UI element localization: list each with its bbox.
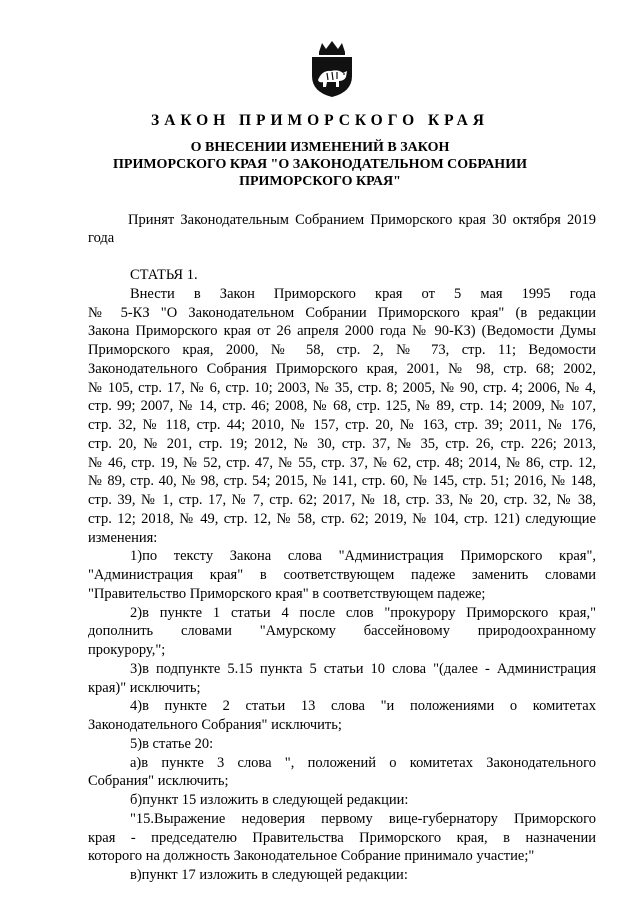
text-line: дополнить словами "Амурскому бассейновому природоохранному — [88, 623, 596, 640]
text-line: стр. 32, № 118, стр. 44; 2010, № 157, стр. 20, № 163, стр. 39; 2011, № 176, — [88, 417, 596, 433]
text-line: № 89, стр. 40, № 98, стр. 54; 2015, № 141, стр. 60, № 145, стр. 51; 2016, № 148, — [88, 473, 596, 490]
text-line: Приморского края, 2000, № 58, стр. 2, № 73, стр. 11; Ведомости — [88, 342, 596, 358]
text-line: в)пункт 17 изложить в следующей редакции: — [130, 867, 408, 883]
text-line: Законодательного Собрания" исключить; — [88, 717, 342, 733]
article-body — [88, 266, 596, 885]
text-line: 2)в пункте 1 статьи 4 после слов "прокурору Приморского края," — [130, 604, 596, 621]
subtitle-line: О ВНЕСЕНИИ ИЗМЕНЕНИЙ В ЗАКОН — [190, 140, 450, 155]
law-title: ЗАКОН ПРИМОРСКОГО КРАЯ — [151, 112, 489, 129]
text-line: края)" исключить; — [88, 679, 201, 696]
text-line: которого на должность Законодательное Собрание принимало участие;" — [88, 848, 535, 865]
text-line: изменения: — [88, 529, 158, 546]
text-line: "Правительство Приморского края" в соответствующем падеже; — [88, 585, 486, 602]
text-line: прокурору,"; — [88, 642, 166, 658]
text-line: 1)по тексту Закона слова "Администрация Приморского края", — [130, 548, 596, 565]
text-line: 4)в пункте 2 статьи 13 слова "и положениями о комитетах — [130, 698, 596, 715]
text-line: "Администрация края" в соответствующем падеже заменить словами — [88, 567, 596, 583]
text-line: стр. 99; 2007, № 14, стр. 46; 2008, № 68, стр. 125, № 89, стр. 14; 2009, № 107, — [88, 398, 596, 415]
law-subtitle — [80, 139, 560, 190]
text-line: Законодательного Собрания Приморского края, 2001, № 98, стр. 68; 2002, — [88, 360, 596, 377]
article-heading: СТАТЬЯ 1. — [130, 267, 198, 283]
text-line: а)в пункте 3 слова ", положений о комитетах Законодательного — [130, 754, 596, 771]
text-line: 5)в статье 20: — [130, 735, 214, 752]
text-line: стр. 12; 2018, № 49, стр. 12, № 58, стр. 62; 2019, № 104, стр. 121) следующие — [88, 510, 596, 527]
text-line: Закона Приморского края от 26 апреля 2000 года № 90-КЗ) (Ведомости Думы — [88, 323, 596, 340]
text-line: стр. 20, № 201, стр. 19; 2012, № 30, стр. 37, № 35, стр. 26, стр. 226; 2013, — [88, 435, 596, 452]
text-line: Внести в Закон Приморского края от 5 мая 1995 года — [130, 285, 596, 302]
subtitle-line: ПРИМОРСКОГО КРАЯ "О ЗАКОНОДАТЕЛЬНОМ СОБРАНИИ — [113, 157, 527, 172]
text-line: "15.Выражение недоверия первому вице-губернатору Приморского — [130, 810, 596, 827]
text-line: края - председателю Правительства Приморского края, в назначении — [88, 829, 596, 846]
text-line: Собрания" исключить; — [88, 773, 229, 790]
text-line: № 5-КЗ "О Законодательном Собрании Приморского края" (в редакции — [88, 304, 596, 321]
text-line: б)пункт 15 изложить в следующей редакции: — [130, 792, 409, 808]
text-line: стр. 39, № 1, стр. 17, № 7, стр. 62; 2017, № 18, стр. 33, № 20, стр. 32, № 38, — [88, 492, 596, 508]
adoption-note: Принят Законодательным Собранием Приморского края 30 октября 2019 года — [88, 212, 596, 246]
text-line: № 105, стр. 17, № 6, стр. 10; 2003, № 35, стр. 8; 2005, № 90, стр. 4; 2006, № 4, — [88, 379, 596, 396]
text-line: 3)в подпункте 5.15 пункта 5 статьи 10 слова "(далее - Администрация — [130, 660, 596, 677]
subtitle-line: ПРИМОРСКОГО КРАЯ" — [239, 174, 401, 189]
text-line: № 46, стр. 19, № 52, стр. 47, № 55, стр. 37, № 62, стр. 48; 2014, № 86, стр. 12, — [88, 454, 596, 471]
coat-of-arms-primorsky-icon — [309, 40, 355, 98]
